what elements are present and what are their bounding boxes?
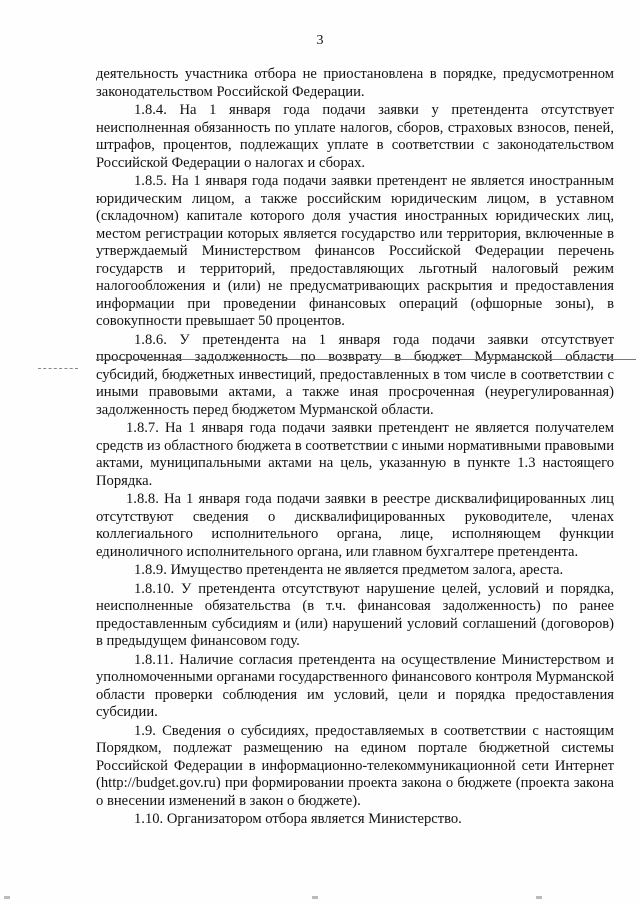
paragraph-1-8-8: 1.8.8. На 1 января года подачи заявки в реестре дисквалифицированных лиц отсутствуют сведения о дисквалифицированных руководителе, членах коллегиального исполнительного органа, лице, исполняющем функции единоличного исполнительного органа, или главном бухгалтере претендента. (96, 491, 614, 560)
page-number: 3 (316, 33, 324, 48)
paragraph-1-9: 1.9. Сведения о субсидиях, предоставляемых в соответствии с настоящим Порядком, подлежат размещению на едином портале бюджетной системы Российской Федерации в информационно-телекоммуникационной сети Интернет (http://budget.gov.ru) при формировании проекта закона о бюджете (проекта закона о внесении изменений в закон о бюджете). (96, 722, 614, 809)
paragraph-1-8-5: 1.8.5. На 1 января года подачи заявки претендент не является иностранным юридическим лицом, а также российским юридическим лицом, в уставном (складочном) капитале которого доля участия иностранных юридических лиц, местом регистрации которых является государство или территория, включенные в утверждаемый Министерством финансов Российской Федерации перечень государств и территорий, предоставляющих льготный налоговый режим налогообложения и (или) не предусматривающих раскрытия и предоставления информации при проведении финансовых операций (офшорные зоны), в совокупности превышает 50 процентов. (96, 173, 614, 329)
strike-through-line (96, 359, 636, 360)
scan-edge-mark (312, 896, 318, 899)
paragraph-1-8-6: 1.8.6. У претендента на 1 января года подачи заявки отсутствует просроченная задолженность по возврату в бюджет Мурманской области субсидий, бюджетных инвестиций, предоставленных в том числе в соответствии с иными правовыми актами, а также иная просроченная (неурегулированная) задолженность перед бюджетом Мурманской области. (96, 331, 614, 418)
paragraph-continuation: деятельность участника отбора не приостановлена в порядке, предусмотренном законодательством Российской Федерации. (96, 66, 614, 100)
scan-edge-mark (536, 896, 542, 899)
paragraph-1-8-4: 1.8.4. На 1 января года подачи заявки у претендента отсутствует неисполненная обязанность по уплате налогов, сборов, страховых взносов, пеней, штрафов, процентов, подлежащих уплате в соответствии с законодательством Российской Федерации о налогах и сборах. (96, 102, 614, 171)
paragraph-1-10: 1.10. Организатором отбора является Министерство. (134, 811, 462, 827)
paragraph-1-8-10: 1.8.10. У претендента отсутствуют нарушение целей, условий и порядка, неисполненные обязательства (в т.ч. финансовая задолженность) по ранее предоставленным субсидиям и (или) нарушений условий соглашений (договоров) в предыдущем финансовом году. (96, 580, 614, 649)
paragraph-1-8-6-wrapper (96, 332, 614, 420)
document-body (96, 66, 614, 830)
paragraph-1-8-7: 1.8.7. На 1 января года подачи заявки претендент не является получателем средств из областного бюджета в соответствии с иными нормативными правовыми актами, муниципальными актами на цель, указанную в пункте 1.3 настоящего Порядка. (96, 420, 614, 489)
margin-dash-mark (38, 368, 78, 369)
paragraph-1-8-11: 1.8.11. Наличие согласия претендента на осуществление Министерством и уполномоченными органами государственного финансового контроля Мурманской области проверки соблюдения им условий, цели и порядка предоставления субсидии. (96, 651, 614, 720)
scan-edge-mark (4, 896, 10, 899)
paragraph-1-8-9: 1.8.9. Имущество претендента не является предметом залога, ареста. (134, 562, 564, 578)
